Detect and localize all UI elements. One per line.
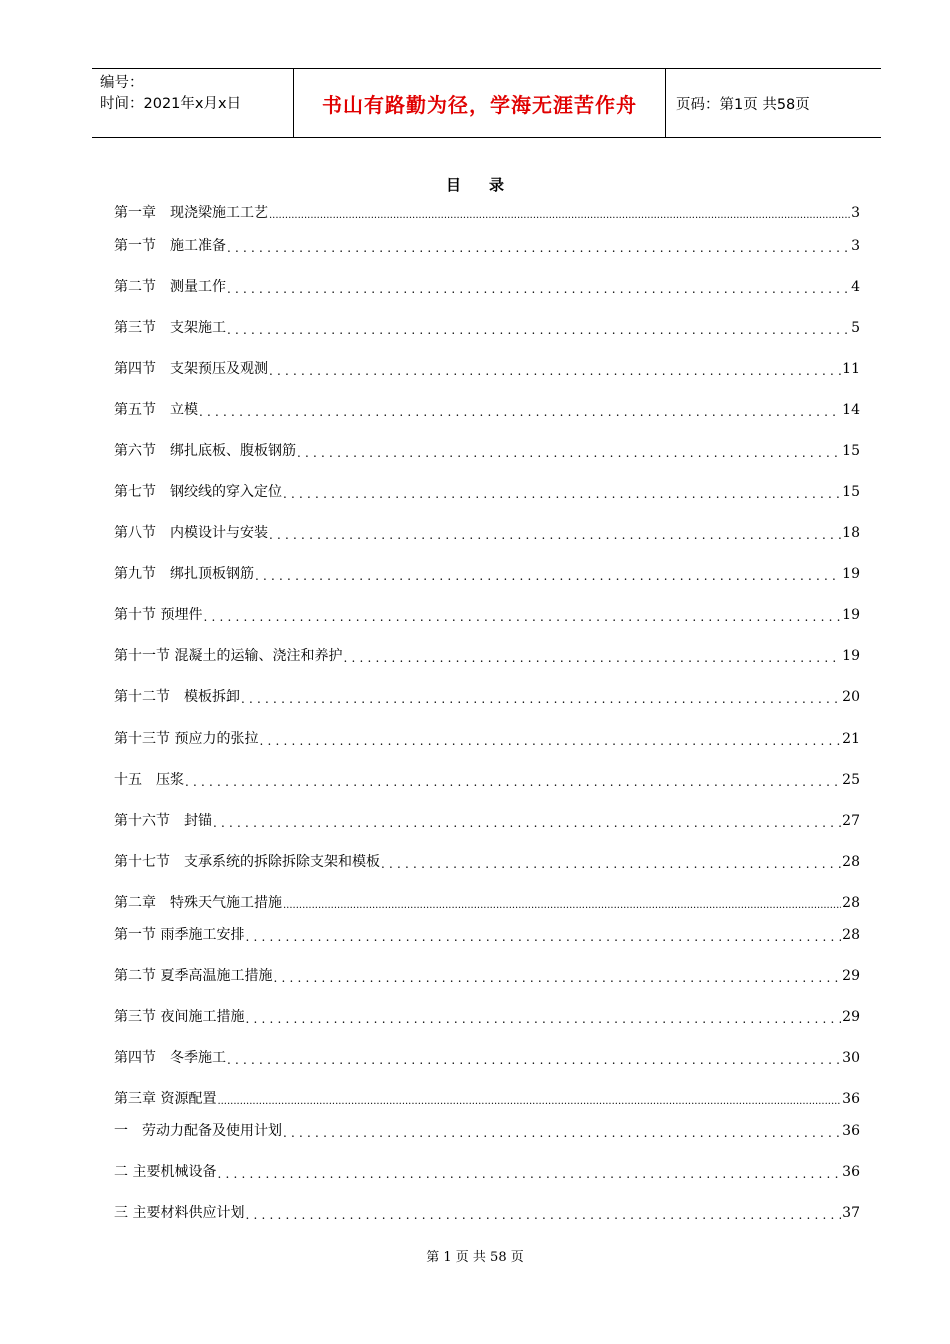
toc-entry-label: 第二节 测量工作 [114, 279, 226, 295]
toc-entry-page: 28 [842, 895, 860, 911]
toc-title: 目录 [445, 176, 532, 194]
page-footer: 第 1 页 共 58 页 [426, 1250, 524, 1265]
toc-leader [297, 440, 841, 462]
toc-leader [227, 276, 850, 298]
toc-entry-page: 25 [842, 772, 860, 788]
toc-entry-label: 二 主要机械设备 [114, 1164, 217, 1180]
header-motto: 书山有路勤为径，学海无涯苦作舟 [293, 69, 666, 137]
toc-leader [203, 604, 841, 626]
toc-leader [245, 1006, 841, 1028]
toc-entry-page: 19 [842, 566, 860, 582]
toc-entry-page: 3 [851, 238, 860, 254]
toc-leader [269, 202, 850, 224]
toc-entry-label: 第三节 支架施工 [114, 320, 226, 336]
toc-entry[interactable] [114, 769, 860, 791]
toc-entry[interactable] [114, 399, 860, 421]
toc-entry-page: 29 [842, 968, 860, 984]
toc-entry[interactable] [114, 1006, 860, 1028]
toc-leader [283, 1120, 841, 1142]
toc-entry[interactable] [114, 522, 860, 544]
toc-entry[interactable] [114, 440, 860, 462]
toc-entry[interactable] [114, 892, 860, 914]
toc-leader [381, 851, 841, 873]
toc-entry-page: 21 [842, 731, 860, 747]
toc-leader [199, 399, 841, 421]
toc-leader [241, 686, 841, 708]
toc-leader [283, 481, 841, 503]
toc-entry-page: 14 [842, 402, 860, 418]
toc-entry-page: 15 [842, 484, 860, 500]
toc-entry-page: 11 [842, 361, 860, 377]
toc-leader [227, 235, 850, 257]
toc-entry[interactable] [114, 235, 860, 257]
toc-entry-label: 第九节 绑扎顶板钢筋 [114, 566, 254, 582]
toc-leader [213, 810, 841, 832]
header-page-label: 页码：第1页 共58页 [676, 96, 810, 113]
toc-leader [227, 317, 850, 339]
toc-leader [273, 965, 841, 987]
header-meta [92, 69, 293, 137]
toc-entry-label: 十五 压浆 [114, 772, 184, 788]
toc-leader [255, 563, 841, 585]
toc-entry-label: 第二节 夏季高温施工措施 [114, 968, 273, 984]
toc-entry-page: 5 [851, 320, 860, 336]
toc-entry[interactable] [114, 1161, 860, 1183]
toc-entry-label: 第三章 资源配置 [114, 1091, 217, 1107]
toc-leader [217, 1161, 841, 1183]
toc-entry-page: 27 [842, 813, 860, 829]
toc-entry[interactable] [114, 728, 860, 750]
toc-entry[interactable] [114, 965, 860, 987]
toc-entry[interactable] [114, 276, 860, 298]
toc-entry-label: 第四节 支架预压及观测 [114, 361, 268, 377]
toc-entry-label: 第十七节 支承系统的拆除拆除支架和模板 [114, 854, 380, 870]
toc-entry-label: 第一节 施工准备 [114, 238, 226, 254]
toc-entry-page: 28 [842, 927, 860, 943]
toc-entry-page: 36 [842, 1123, 860, 1139]
toc-entry-page: 30 [842, 1050, 860, 1066]
number-label: 编号： [100, 75, 144, 91]
toc-entry[interactable] [114, 645, 860, 667]
toc-entry-page: 18 [842, 525, 860, 541]
toc-entry[interactable] [114, 202, 860, 224]
toc-entry-label: 第一章 现浇梁施工工艺 [114, 205, 268, 221]
toc-entry[interactable] [114, 481, 860, 503]
toc-entry[interactable] [114, 563, 860, 585]
toc-leader [245, 924, 841, 946]
toc-entry-page: 20 [842, 689, 860, 705]
toc-entry-page: 37 [842, 1205, 860, 1221]
toc-leader [269, 358, 841, 380]
toc-entry-label: 第十二节 模板拆卸 [114, 689, 240, 705]
toc-entry-label: 第十节 预埋件 [114, 607, 203, 623]
toc-entry-label: 第十一节 混凝土的运输、浇注和养护 [114, 648, 343, 664]
toc-entry-label: 第十六节 封锚 [114, 813, 212, 829]
toc-entry-label: 一 劳动力配备及使用计划 [114, 1123, 282, 1139]
toc-entry-label: 第四节 冬季施工 [114, 1050, 226, 1066]
toc-entry-label: 第一节 雨季施工安排 [114, 927, 245, 943]
toc-entry[interactable] [114, 1047, 860, 1069]
toc-entry-page: 4 [851, 279, 860, 295]
toc-entry-label: 第八节 内模设计与安装 [114, 525, 268, 541]
page-header [92, 68, 881, 138]
toc-entry-label: 第三节 夜间施工措施 [114, 1009, 245, 1025]
toc-leader [269, 522, 841, 544]
toc-entry-page: 3 [851, 205, 860, 221]
toc-entry[interactable] [114, 1120, 860, 1142]
toc-leader [245, 1202, 841, 1224]
toc-entry-label: 第五节 立模 [114, 402, 198, 418]
toc-entry-page: 19 [842, 607, 860, 623]
toc-entry[interactable] [114, 1202, 860, 1224]
toc-leader [343, 645, 841, 667]
toc-entry[interactable] [114, 810, 860, 832]
toc-entry[interactable] [114, 924, 860, 946]
toc-entry-page: 15 [842, 443, 860, 459]
toc-leader [185, 769, 841, 791]
toc-leader [217, 1088, 841, 1110]
time-label: 时间：2021年x月x日 [100, 96, 242, 112]
toc-entry[interactable] [114, 317, 860, 339]
toc-entry-page: 36 [842, 1164, 860, 1180]
toc-entry-page: 36 [842, 1091, 860, 1107]
toc-entry-label: 三 主要材料供应计划 [114, 1205, 245, 1221]
toc-entry-label: 第七节 钢绞线的穿入定位 [114, 484, 282, 500]
toc-entry-label: 第六节 绑扎底板、腹板钢筋 [114, 443, 296, 459]
toc-entry-label: 第二章 特殊天气施工措施 [114, 895, 282, 911]
toc-leader [259, 728, 841, 750]
toc-entry-page: 29 [842, 1009, 860, 1025]
toc-entry[interactable] [114, 851, 860, 873]
toc-entry-page: 28 [842, 854, 860, 870]
toc-leader [227, 1047, 841, 1069]
toc-entry[interactable] [114, 604, 860, 626]
toc-entry[interactable] [114, 1088, 860, 1110]
toc-entry-page: 19 [842, 648, 860, 664]
toc-entry-label: 第十三节 预应力的张拉 [114, 731, 259, 747]
toc-entry[interactable] [114, 358, 860, 380]
toc-entry[interactable] [114, 686, 860, 708]
toc-leader [283, 892, 841, 914]
